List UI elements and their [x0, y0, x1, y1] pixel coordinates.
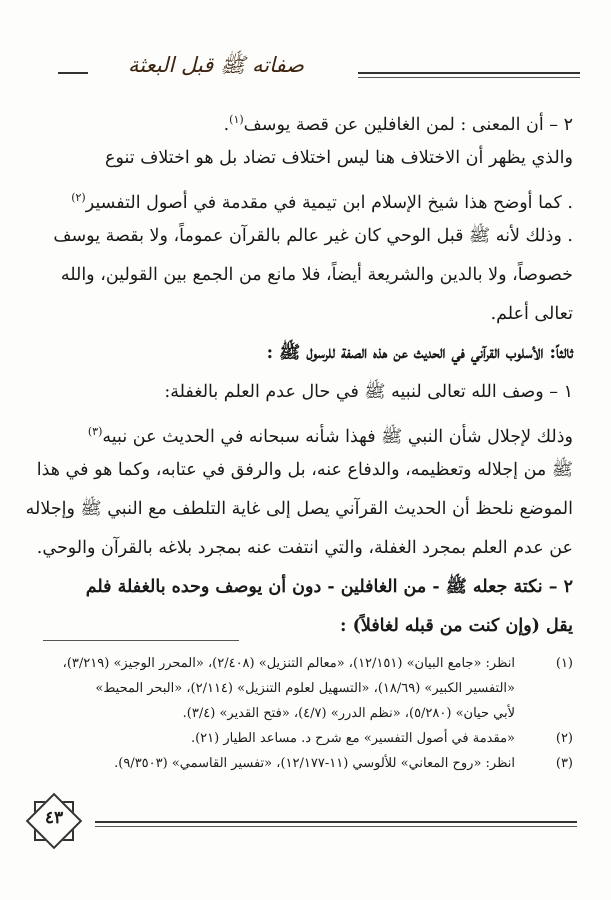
text-line-14: يقل (وإن كنت من قبله لغافلاً) : — [340, 616, 573, 636]
header-rule-left — [58, 72, 88, 74]
footnote-text: لأبي حيان» (٥/٢٨٠)، «نظم الدرر» (٤/٧)، «فتح القدير» (٣/٤). — [182, 706, 515, 721]
footnote-text: «مقدمة في أصول التفسير» مع شرح د. مساعد الطيار (٢١). — [190, 731, 515, 746]
text-line-11: الموضع نلحظ أن الحديث القرآني يصل إلى غاية التلطف مع النبي ﷺ وإجلاله — [25, 499, 573, 519]
footnote-number: (٢) — [555, 731, 573, 746]
footer-rule — [95, 821, 577, 823]
header-title: صفاته ﷺ قبل البعثة — [128, 53, 304, 77]
footnote-3 — [43, 751, 573, 776]
footnote-number: (٣) — [555, 756, 573, 771]
main-text — [25, 100, 573, 646]
text-line-1: ٢ – أن المعنى : لمن الغافلين عن قصة يوسف$^{(١)}$. — [223, 113, 573, 135]
section-heading: ثالثاً: الأسلوب القرآني في الحديث عن هذه الصفة للرسول ﷺ : — [266, 343, 573, 363]
text-line-6: تعالى أعلم. — [490, 304, 573, 324]
text-line-3: . كما أوضح هذا شيخ الإسلام ابن تيمية في مقدمة في أصول التفسير$^{(٢)}$ — [71, 191, 573, 213]
footnote-text: انظر: «روح المعاني» للألوسي (١١-١٢/١٧٧)، «تفسير القاسمي» (٩/٣٥٠٣). — [114, 756, 515, 771]
footnote-text: انظر: «جامع البيان» (١٢/١٥١)، «معالم التنزيل» (٢/٤٠٨)، «المحرر الوجيز» (٣/٢١٩)، — [62, 656, 515, 671]
text-line-2: والذي يظهر أن الاختلاف هنا ليس اختلاف تضاد بل هو اختلاف تنوع — [105, 148, 573, 168]
page-number: ٤٣ — [44, 808, 64, 828]
footnote-ref-3[interactable]: (٣) — [87, 425, 103, 438]
footnote-text: «التفسير الكبير» (١٨/٦٩)، «التسهيل لعلوم التنزيل» (٢/١١٤)، «البحر المحيط» — [95, 681, 515, 696]
footnote-1 — [43, 651, 573, 726]
running-header — [40, 48, 580, 98]
text-line-8: ١ – وصف الله تعالى لنبيه ﷺ في حال عدم العلم بالغفلة: — [164, 382, 573, 402]
text-line-13: ٢ – نكتة جعله ﷺ - من الغافلين - دون أن يوصف وحده بالغفلة فلم — [85, 577, 573, 597]
footnote-ref-1[interactable]: (١) — [229, 113, 244, 126]
text-line-4: . وذلك لأنه ﷺ قبل الوحي كان غير عالم بالقرآن عموماً، ولا بقصة يوسف — [53, 226, 573, 246]
text-line-10: ﷺ من إجلاله وتعظيمه، والدفاع عنه، بل والرفق في عتابه، وكما هو في هذا — [36, 460, 573, 480]
footnote-number: (١) — [555, 656, 573, 671]
footer-rule-thin — [95, 826, 577, 827]
text-line-5: خصوصاً، ولا بالدين والشريعة أيضاً، فلا مانع من الجمع بين القولين، والله — [60, 265, 573, 285]
header-rule-right — [358, 72, 580, 74]
header-rule-right-thin — [358, 77, 580, 78]
footnote-ref-2[interactable]: (٢) — [71, 191, 86, 204]
footnote-2 — [43, 726, 573, 751]
text-line-9: وذلك لإجلال شأن النبي ﷺ فهذا شأنه سبحانه في الحديث عن نبيه$^{(٣)}$ — [87, 425, 573, 447]
footnotes — [43, 651, 573, 776]
text-line-12: عن عدم العلم بمجرد الغفلة، والتي انتفت عنه بمجرد بلاغه بالقرآن والوحي. — [36, 538, 573, 558]
footnote-divider — [43, 640, 239, 641]
page-number-ornament — [23, 790, 85, 852]
